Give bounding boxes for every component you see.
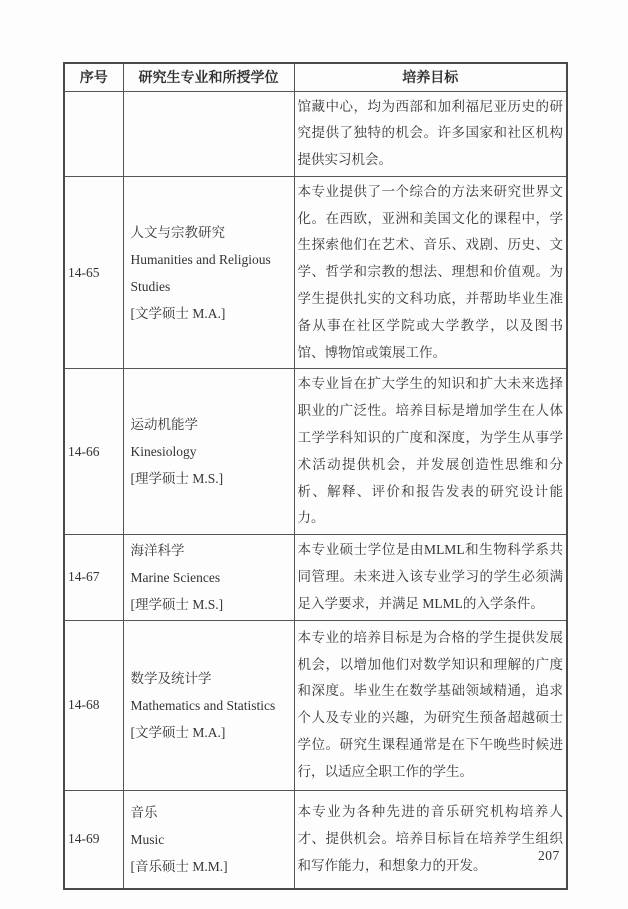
training-objective-cell: 本专业提供了一个综合的方法来研究世界文化。在西欧，亚洲和美国文化的课程中，学生探索他们在艺术、音乐、戏剧、历史、文学、哲学和宗教的想法、理想和价值观。为学生提供扎实的文科功底，并帮助毕业生准备从事在社区学院或大学教学，以及图书馆、博物馆或策展工作。: [294, 176, 567, 369]
degree-label: [理学硕士 M.S.]: [130, 596, 224, 612]
major-name-zh: 海洋科学: [130, 542, 185, 558]
serial-number-cell: 14-68: [64, 620, 123, 790]
major-name-zh: 数学及统计学: [130, 670, 212, 686]
header-major-and-degree: 研究生专业和所授学位: [123, 63, 294, 91]
table-row-14-69: [64, 790, 567, 889]
major-name-en: Kinesiology: [130, 444, 197, 460]
table-row-14-67: [64, 535, 567, 620]
degree-label: [理学硕士 M.S.]: [130, 471, 224, 487]
degree-label: [文学硕士 M.A.]: [130, 724, 226, 740]
page-number: 207: [538, 848, 560, 863]
table-row-14-68: [64, 620, 567, 790]
major-name-en: Mathematics and Statistics: [130, 697, 276, 713]
major-name-zh: 运动机能学: [130, 417, 198, 433]
header-serial-number: 序号: [64, 63, 123, 91]
graduate-programs-table: [63, 62, 568, 890]
major-cell: [123, 620, 294, 790]
degree-label: [音乐硕士 M.M.]: [130, 858, 228, 874]
degree-label: [文学硕士 M.A.]: [130, 305, 226, 321]
serial-number-cell: [64, 91, 123, 176]
major-name-en: Marine Sciences: [130, 569, 221, 585]
table-header-row: [64, 63, 567, 91]
major-cell: [123, 91, 294, 176]
major-cell: [123, 369, 294, 535]
serial-number-cell: 14-65: [64, 176, 123, 369]
training-objective-cell: 本专业旨在扩大学生的知识和扩大未来选择职业的广泛性。培养目标是增加学生在人体工学学科知识的广度和深度，为学生从事学术活动提供机会，并发展创造性思维和分析、解释、评价和报告发表的研究设计能力。: [294, 369, 567, 535]
serial-number-cell: 14-67: [64, 535, 123, 620]
major-cell: [123, 790, 294, 889]
training-objective-cell: 本专业硕士学位是由MLML和生物科学系共同管理。未来进入该专业学习的学生必须满足入学要求，并满足 MLML的入学条件。: [294, 535, 567, 620]
serial-number-cell: 14-66: [64, 369, 123, 535]
major-name-en: Humanities and Religious Studies: [130, 251, 271, 294]
major-name-zh: 人文与宗教研究: [130, 224, 225, 240]
serial-number-cell: 14-69: [64, 790, 123, 889]
major-name-en: Music: [130, 831, 165, 847]
table-row-continuation: [64, 91, 567, 176]
major-cell: [123, 535, 294, 620]
training-objective-cell: 本专业为各种先进的音乐研究机构培养人才、提供机会。培养目标旨在培养学生组织和写作能力，和想象力的开发。: [294, 790, 567, 889]
table-row-14-66: [64, 369, 567, 535]
major-cell: [123, 176, 294, 369]
training-objective-cell: 本专业的培养目标是为合格的学生提供发展机会，以增加他们对数学知识和理解的广度和深度。毕业生在数学基础领域精通，追求个人及专业的兴趣，为研究生预备超越硕士学位。研究生课程通常是在下午晚些时候进行，以适应全职工作的学生。: [294, 620, 567, 790]
table-row-14-65: [64, 176, 567, 369]
header-training-objectives: 培养目标: [294, 63, 567, 91]
major-name-zh: 音乐: [130, 804, 158, 820]
training-objective-cell: 馆藏中心，均为西部和加利福尼亚历史的研究提供了独特的机会。许多国家和社区机构提供实习机会。: [294, 91, 567, 176]
